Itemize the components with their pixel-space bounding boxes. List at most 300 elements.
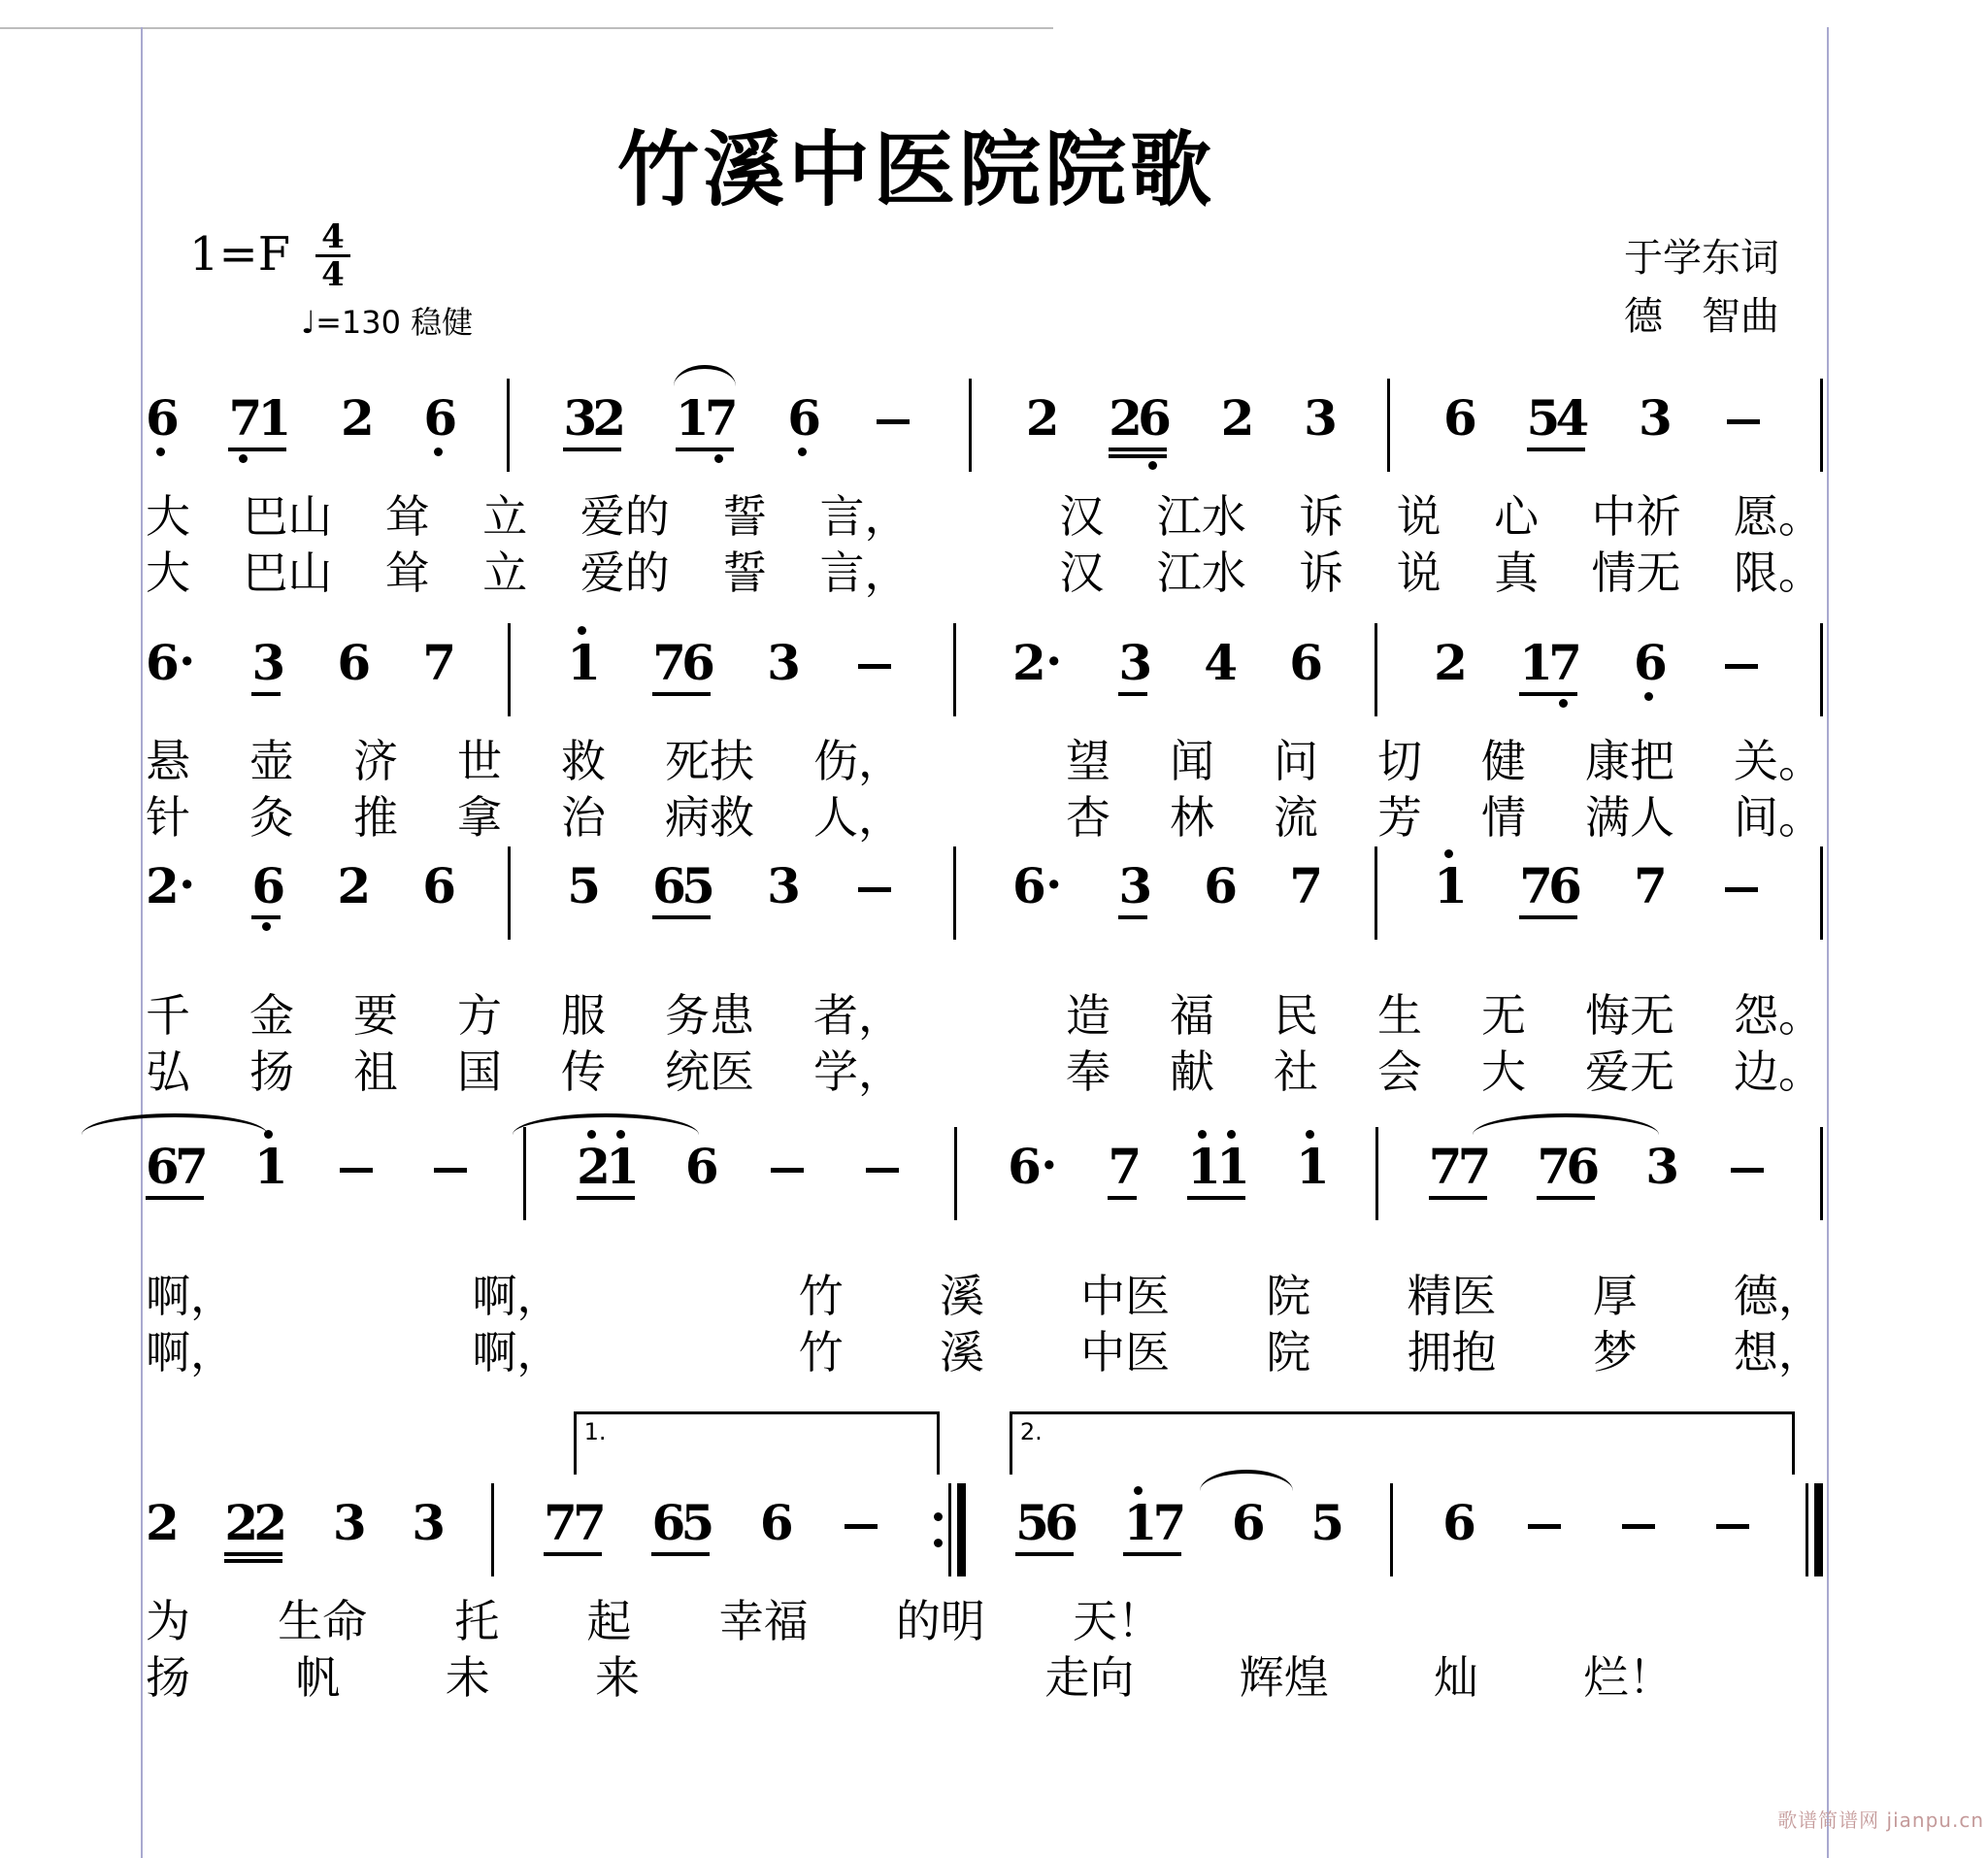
lyric-syllable: 社: [1274, 1045, 1318, 1098]
note-digits: [146, 634, 180, 691]
note-column: [1118, 846, 1153, 938]
barline-stroke: [1375, 623, 1377, 716]
dot-cell: [1187, 1200, 1216, 1213]
lyric-syllable: 救: [561, 735, 606, 787]
notation-line: [146, 379, 1823, 476]
lyric-syllable: 巴山: [243, 490, 333, 543]
lyric-syllable: 心: [1494, 490, 1540, 543]
note-underline-area: [685, 1193, 714, 1218]
octave-dots-low: [1710, 1497, 1755, 1510]
octave-dots-low: [251, 919, 281, 933]
note-column: [1442, 1483, 1476, 1575]
note: [1443, 379, 1477, 470]
note-digit: 3: [332, 1494, 367, 1551]
barline: [954, 1127, 957, 1220]
octave-dots-low: [146, 445, 175, 458]
low-octave-dot: [1644, 692, 1653, 701]
note: [567, 623, 601, 714]
note-column: [1710, 1483, 1755, 1522]
barline: [1375, 846, 1377, 940]
barline-stroke: [969, 379, 972, 472]
note: [563, 379, 627, 470]
note-column: [860, 1127, 905, 1166]
note-digit: 1: [1295, 1138, 1330, 1195]
dot-cell: [1289, 689, 1318, 703]
lyric-syllable: 死扶: [665, 735, 754, 787]
volta-bracket: [574, 1411, 941, 1475]
barline: [969, 379, 972, 472]
barline: [1375, 1127, 1378, 1220]
lyric-syllable: 生命: [278, 1595, 368, 1647]
lyrics-line-verse1: [146, 1269, 1823, 1325]
note-digit: 2: [337, 857, 372, 914]
dot-cell: [146, 689, 175, 703]
note: [1231, 1483, 1266, 1575]
note-column: [787, 379, 822, 470]
dot-cell: [1458, 1200, 1487, 1213]
note: [1012, 623, 1062, 714]
note-digits: [251, 634, 286, 691]
dot-cell: [1443, 445, 1473, 458]
dot-cell: [423, 445, 452, 458]
dot-cell: [573, 1556, 602, 1570]
lyric-syllable: 悔无: [1585, 989, 1674, 1042]
note-underline-area: [852, 860, 897, 885]
barline: [1820, 379, 1823, 472]
notation-line: [146, 1483, 1823, 1580]
octave-dots-low: [1015, 1556, 1074, 1570]
lyric-syllable: 健: [1481, 735, 1526, 787]
note: [765, 1127, 810, 1166]
note-digit: 6: [1044, 1494, 1078, 1551]
dot-cell: [1537, 1200, 1566, 1213]
octave-dots-low: [1008, 1193, 1037, 1207]
lyric-syllable: 立: [482, 490, 528, 543]
note-digit: 5: [680, 1494, 715, 1551]
lyric-syllable: 江水: [1156, 547, 1246, 599]
dot-cell: [146, 1549, 175, 1563]
barline: [1806, 1483, 1823, 1576]
note-underline-area: [1429, 1193, 1487, 1218]
octave-dots-low: [1519, 919, 1577, 933]
note-digits: [146, 1138, 209, 1195]
octave-dots-low: [1639, 445, 1668, 458]
lyric-syllable: 天！: [1073, 1595, 1163, 1647]
lyric-syllable: 林: [1170, 791, 1214, 844]
note-column: [422, 846, 457, 938]
octave-dots-low: [860, 1141, 905, 1154]
note-digits: [1015, 1494, 1078, 1551]
lyric-syllable: 江水: [1156, 490, 1246, 543]
note: [1108, 1127, 1143, 1218]
note-column: [146, 379, 180, 470]
dot-cell: [1530, 1497, 1559, 1510]
dot-cell: [251, 696, 281, 710]
dot-cell: [412, 1549, 441, 1563]
lyrics-line-verse2: [146, 1325, 1823, 1381]
barline: [953, 623, 956, 716]
lyric-syllable: 想，: [1733, 1326, 1823, 1378]
dot-cell: [436, 1127, 465, 1141]
dot-cell: [1015, 1556, 1044, 1570]
note-digits: [1204, 857, 1239, 914]
note-column: [146, 1127, 209, 1218]
lyric-syllable: [1249, 1594, 1294, 1650]
note-underline-area: [1296, 1193, 1325, 1218]
lyric-syllable: 间。: [1734, 791, 1823, 844]
octave-dots-low: [652, 919, 711, 933]
note-digits: [1289, 857, 1324, 914]
barline-stroke: [1806, 1483, 1808, 1576]
note-digit: 6: [1204, 857, 1239, 914]
octave-dots-low: [1204, 689, 1233, 703]
barline-stroke: [508, 623, 511, 716]
note-underline-area: [1204, 689, 1233, 714]
note: [1304, 379, 1338, 470]
dot-cell: [846, 1497, 876, 1510]
note-digits: [1187, 1138, 1250, 1195]
barline: [507, 379, 510, 472]
barline-stroke-thick: [957, 1483, 966, 1576]
dot-cell: [846, 1483, 876, 1497]
dot-cell: [1639, 445, 1668, 458]
note: [1025, 379, 1060, 470]
notation-line: [146, 623, 1823, 720]
lyric-syllable: 说: [1396, 547, 1441, 599]
note-underline-area: [337, 689, 366, 714]
note-underline-area: [254, 1193, 283, 1218]
lyric-syllable: 祖: [353, 1045, 398, 1098]
lyric-syllable: 走向: [1044, 1651, 1135, 1704]
lyric-syllable: 爱的: [580, 547, 670, 599]
note-digits: [1443, 389, 1477, 447]
note-digits: [423, 389, 458, 447]
octave-dots-low: [333, 1549, 362, 1563]
note-underline-area: [1008, 1193, 1037, 1218]
note-digit: 3: [412, 1494, 447, 1551]
octave-dots-low: [254, 1193, 283, 1207]
note-column: [1443, 379, 1477, 470]
dot-cell: [253, 1563, 282, 1576]
note: [1015, 1483, 1078, 1575]
octave-dots-low: [1304, 445, 1333, 458]
note-underline-area: [146, 445, 175, 470]
octave-dots-low: [652, 696, 711, 710]
lyric-syllable: 人，: [813, 791, 903, 844]
note: [1187, 1127, 1250, 1218]
note-digits: [1123, 1494, 1187, 1551]
note-column: [1118, 623, 1153, 714]
note-digit: 3: [563, 389, 598, 447]
lyric-syllable: 边。: [1734, 1045, 1823, 1098]
lyric-syllable: 大: [146, 490, 190, 543]
dot-cell: [652, 919, 681, 933]
dot-cell: [1530, 1483, 1559, 1497]
note-digit: 7: [544, 1494, 578, 1551]
lyric-syllable: 愿。: [1733, 490, 1823, 543]
note-digit: 3: [1304, 389, 1338, 447]
note-column: [1428, 1127, 1492, 1218]
barline-stroke: [491, 1483, 494, 1576]
note-underline-area: [146, 1549, 175, 1575]
lyric-syllable: 帆: [295, 1651, 341, 1704]
note-column: [1220, 379, 1255, 470]
note-column: [1123, 1483, 1187, 1575]
note-underline-area: [1634, 912, 1663, 938]
note-underline-area: [1639, 445, 1668, 470]
note-digits: [1519, 634, 1582, 691]
lyric-syllable: 康把: [1585, 735, 1674, 787]
note-digits: [251, 857, 286, 914]
octave-dots-low: [544, 1556, 602, 1570]
lyric-syllable: 传: [561, 1045, 606, 1098]
lyric-syllable: 汉: [1059, 490, 1105, 543]
lyrics-line-verse2: [146, 1650, 1823, 1707]
dot-cell: [1204, 689, 1233, 703]
lyric-syllable: 治: [561, 791, 606, 844]
octave-dots-low: [1108, 1200, 1137, 1213]
note-digit: 7: [1537, 1138, 1572, 1195]
octave-dots-low: [251, 696, 281, 710]
note-digits: [759, 1494, 794, 1551]
note-underline-area: [1710, 1497, 1755, 1522]
note-underline-area: [1719, 860, 1764, 885]
note-column: [1537, 1127, 1601, 1218]
lyric-syllable: 流: [1274, 791, 1318, 844]
note-column: [1025, 379, 1060, 470]
note-underline-area: [1304, 445, 1333, 470]
note: [1310, 1483, 1345, 1575]
lyric-syllable: [962, 1045, 1007, 1101]
low-octave-dot: [1559, 699, 1568, 708]
note-digit: 6: [1011, 857, 1046, 914]
note: [146, 379, 180, 470]
lyric-syllable: 要: [353, 989, 398, 1042]
octave-dots-high: [1727, 846, 1756, 860]
octave-dots-high: [878, 379, 908, 392]
barline: [491, 1483, 494, 1576]
notation-line: [146, 846, 1823, 944]
note: [871, 379, 915, 417]
note: [253, 1127, 288, 1218]
dot-cell: [1556, 451, 1585, 465]
volta-label: 2.: [1019, 1418, 1043, 1445]
lyric-syllable: [962, 546, 1007, 602]
note-column: [1108, 1127, 1143, 1218]
note-column: [1231, 1483, 1266, 1575]
note-column: [1638, 379, 1673, 470]
note-digit: 7: [1428, 1138, 1463, 1195]
note-digit: 7: [652, 634, 686, 691]
note-digit: 6: [787, 389, 822, 447]
note-digit: 7: [175, 1138, 209, 1195]
dot-cell: [1527, 451, 1556, 465]
note-column: [567, 846, 601, 938]
note-underline-area: [1289, 912, 1318, 938]
dot-cell: [1118, 919, 1147, 933]
low-octave-dot: [714, 454, 723, 463]
note-column: [1522, 1483, 1567, 1522]
score-meta: [189, 217, 1779, 346]
note-column: [428, 1127, 473, 1166]
note-underline-area: [1026, 445, 1055, 470]
dot-cell: [1729, 392, 1758, 406]
note-column: [651, 1483, 715, 1575]
slur-arc: [513, 1113, 699, 1135]
note-column: [765, 1127, 810, 1166]
octave-dots-low: [1310, 1549, 1340, 1563]
note-digits: [1526, 389, 1590, 447]
note-underline-area: [334, 1141, 379, 1166]
note-digit: 1: [675, 389, 710, 447]
note-underline-area: [1310, 1549, 1340, 1575]
note-digit: 7: [1152, 1494, 1187, 1551]
dot-cell: [606, 1200, 635, 1213]
note-digit: 5: [1310, 1494, 1345, 1551]
note-digits: [675, 389, 739, 447]
note: [1616, 1483, 1661, 1522]
octave-dots-low: [1123, 1556, 1181, 1570]
lyric-syllable: 切: [1377, 735, 1422, 787]
tempo-marking: ♩=130 稳健: [301, 304, 474, 341]
lyric-syllable: 无: [1481, 989, 1526, 1042]
note-underline-area: [412, 1549, 441, 1575]
note-digits: [1434, 857, 1468, 914]
lyric-syllable: 啊，: [472, 1326, 562, 1378]
note: [652, 846, 715, 938]
note-digits: [767, 857, 801, 914]
note-underline-area: [423, 445, 452, 470]
note: [1008, 1127, 1057, 1218]
octave-dots-low: [852, 637, 897, 650]
dot-cell: [1429, 1200, 1458, 1213]
note: [1204, 623, 1239, 714]
octave-dots-low: [577, 1200, 635, 1213]
note: [767, 623, 801, 714]
note-column: [1526, 379, 1590, 470]
lyric-syllable: 造: [1066, 989, 1110, 1042]
note-column: [1634, 623, 1668, 714]
note: [1719, 846, 1764, 885]
octave-dots-low: [767, 689, 796, 703]
note-digits: [1289, 634, 1324, 691]
dot-cell: [1727, 623, 1756, 637]
note-column: [334, 1127, 379, 1166]
note: [1522, 1483, 1567, 1522]
octave-dots-high: [342, 1127, 371, 1141]
note-digit: 6: [652, 857, 686, 914]
note-digits: [1220, 389, 1255, 447]
lyric-syllable: 啊，: [472, 1270, 562, 1322]
octave-dots-high: [1733, 1127, 1762, 1141]
dot-cell: [1727, 846, 1756, 860]
barline-stroke: [1375, 1127, 1378, 1220]
octave-dots-high: [1718, 1483, 1747, 1497]
note: [251, 623, 286, 714]
dot-cell: [146, 1200, 175, 1213]
note: [1204, 846, 1239, 938]
octave-dots-low: [1012, 689, 1042, 703]
repeat-dots: [934, 1483, 943, 1576]
note-digit: 1: [1216, 1138, 1250, 1195]
note-column: [423, 379, 458, 470]
dot-cell: [337, 912, 366, 926]
dot-cell: [1434, 912, 1463, 926]
note-column: [146, 846, 180, 938]
note: [146, 623, 195, 714]
augmentation-dot: ·: [179, 855, 196, 912]
octave-dots-low: [1719, 860, 1764, 874]
note-digit: 6: [423, 389, 458, 447]
note-digits: [228, 389, 292, 447]
dot-cell: [1304, 445, 1333, 458]
note-underline-area: [1434, 689, 1463, 714]
dot-cell: [676, 451, 705, 465]
note-column: [253, 1127, 288, 1218]
note: [675, 379, 739, 470]
barline: [1820, 623, 1823, 716]
barline-stroke: [1820, 1127, 1823, 1220]
note: [422, 846, 457, 938]
note-digit: 6: [1442, 1494, 1476, 1551]
barline-stroke: [507, 379, 510, 472]
note-underline-area: [1725, 1141, 1770, 1166]
note-underline-area: [341, 445, 370, 470]
dot-cell: [333, 1549, 362, 1563]
note-digits: [1295, 1138, 1330, 1195]
barline-stroke: [1387, 379, 1390, 472]
octave-dots-low: [146, 1200, 204, 1213]
lyric-syllable: 为: [146, 1595, 190, 1647]
note: [577, 1127, 640, 1218]
note-column: [1719, 846, 1764, 885]
note: [1109, 379, 1172, 472]
dot-cell: [563, 451, 592, 465]
dot-cell: [342, 1141, 371, 1154]
note-column: [1289, 846, 1324, 938]
note-digits: [1537, 1138, 1601, 1195]
note-digits: [652, 634, 715, 691]
octave-dots-high: [1727, 623, 1756, 637]
note-digits: [146, 1494, 180, 1551]
watermark: 歌谱简谱网 jianpu.cn: [1777, 1808, 1984, 1832]
note: [224, 1483, 288, 1576]
note-column: [1725, 1127, 1770, 1166]
lyric-syllable: 立: [482, 547, 528, 599]
dot-cell: [577, 1200, 606, 1213]
lyric-syllable: 耸: [384, 547, 430, 599]
dot-cell: [1012, 689, 1042, 703]
lyric-syllable: 杏: [1066, 791, 1110, 844]
note: [337, 623, 372, 714]
lyric-syllable: 问: [1274, 735, 1318, 787]
dot-cell: [1727, 860, 1756, 874]
lyric-syllable: 限。: [1733, 547, 1823, 599]
note-column: [652, 846, 715, 938]
low-octave-dot: [156, 448, 165, 456]
lyric-syllable: 务患: [665, 989, 754, 1042]
note-column: [228, 379, 292, 470]
note-digits: [1310, 1494, 1345, 1551]
octave-dots-low: [871, 392, 915, 406]
note-column: [412, 1483, 447, 1575]
dot-cell: [1138, 458, 1167, 472]
barline: [508, 623, 511, 716]
octave-dots-low: [787, 445, 816, 458]
lyric-syllable: 会: [1377, 1045, 1422, 1098]
key-signature: 1=F: [189, 227, 291, 282]
note: [1220, 379, 1255, 470]
